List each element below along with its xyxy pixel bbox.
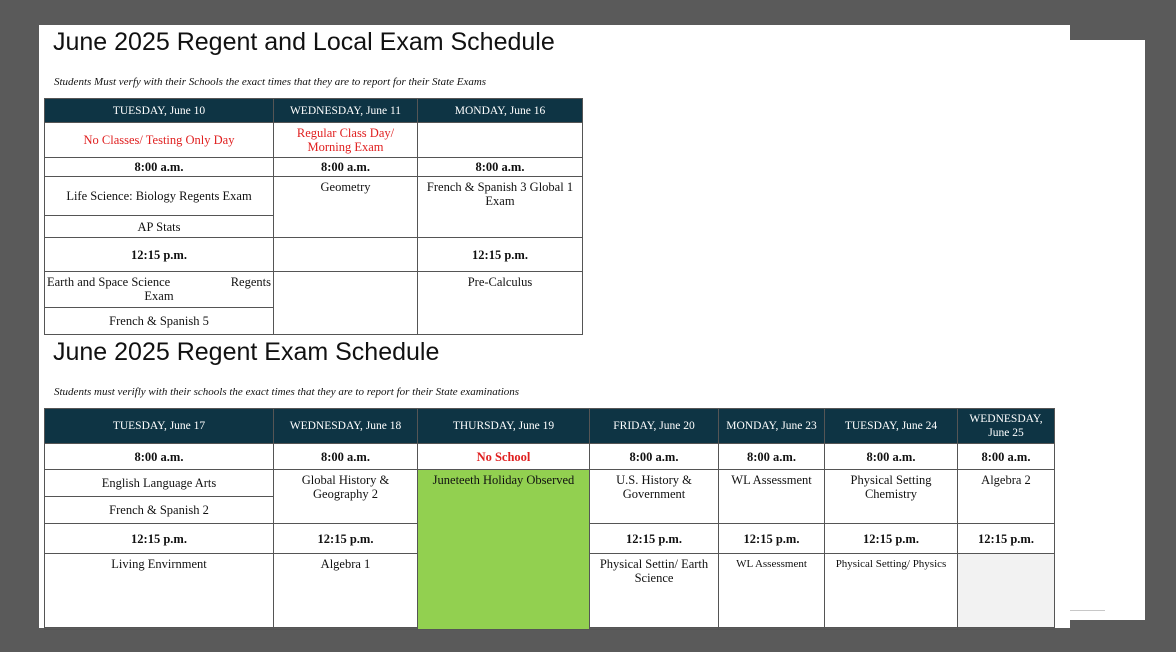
exam-cell: Geometry xyxy=(274,177,418,238)
morning-time: 8:00 a.m. xyxy=(418,158,583,177)
morning-time: 8:00 a.m. xyxy=(45,444,274,470)
exam-cell xyxy=(45,272,274,308)
no-school-label: No School xyxy=(418,444,590,470)
background-rule xyxy=(1070,610,1105,611)
empty-cell xyxy=(958,554,1055,628)
exam-cell: Physical Settin/ Earth Science xyxy=(590,554,719,628)
afternoon-time: 12:15 p.m. xyxy=(958,524,1055,554)
exam-text: Regents xyxy=(230,275,271,289)
morning-time: 8:00 a.m. xyxy=(274,444,418,470)
afternoon-time: 12:15 p.m. xyxy=(418,238,583,272)
exam-cell: WL Assessment xyxy=(719,554,825,628)
exam-cell: Pre-Calculus xyxy=(418,272,583,335)
spacer-cell xyxy=(590,628,719,630)
header-wednesday-june-25: WEDNESDAY, June 25 xyxy=(958,409,1055,444)
local-exam-table xyxy=(44,98,583,335)
morning-time: 8:00 a.m. xyxy=(825,444,958,470)
exam-cell: French & Spanish 3 Global 1 Exam xyxy=(418,177,583,238)
afternoon-time: 12:15 p.m. xyxy=(825,524,958,554)
background-page xyxy=(1068,40,1145,620)
exam-cell: U.S. History & Government xyxy=(590,470,719,524)
header-tuesday-june-17: TUESDAY, June 17 xyxy=(45,409,274,444)
afternoon-time: 12:15 p.m. xyxy=(590,524,719,554)
exam-cell: Living Envirnment xyxy=(45,554,274,628)
spacer-cell xyxy=(719,628,825,630)
exam-cell: Global History & Geography 2 xyxy=(274,470,418,524)
day-type-wednesday: Regular Class Day/ Morning Exam xyxy=(274,123,418,158)
exam-cell: Physical Setting Chemistry xyxy=(825,470,958,524)
exam-cell: French & Spanish 5 xyxy=(45,308,274,335)
morning-time: 8:00 a.m. xyxy=(719,444,825,470)
morning-time: 8:00 a.m. xyxy=(958,444,1055,470)
header-tuesday-june-24: TUESDAY, June 24 xyxy=(825,409,958,444)
exam-cell: WL Assessment xyxy=(719,470,825,524)
day-type-tuesday: No Classes/ Testing Only Day xyxy=(45,123,274,158)
header-wednesday-june-11: WEDNESDAY, June 11 xyxy=(274,99,418,123)
morning-time: 8:00 a.m. xyxy=(274,158,418,177)
exam-cell: English Language Arts xyxy=(45,470,274,497)
exam-cell: AP Stats xyxy=(45,216,274,238)
spacer-cell xyxy=(958,628,1055,630)
exam-text: Exam xyxy=(144,289,174,303)
header-thursday-june-19: THURSDAY, June 19 xyxy=(418,409,590,444)
section1-title: June 2025 Regent and Local Exam Schedule xyxy=(53,28,555,56)
morning-time: 8:00 a.m. xyxy=(45,158,274,177)
header-monday-june-23: MONDAY, June 23 xyxy=(719,409,825,444)
spacer-cell xyxy=(274,628,418,630)
document-page xyxy=(39,25,1070,628)
header-friday-june-20: FRIDAY, June 20 xyxy=(590,409,719,444)
exam-cell: Life Science: Biology Regents Exam xyxy=(45,177,274,216)
afternoon-time: 12:15 p.m. xyxy=(45,524,274,554)
exam-text: Earth and Space Science xyxy=(47,275,171,289)
holiday-cell: Juneteeth Holiday Observed xyxy=(418,470,590,630)
empty-cell xyxy=(274,238,418,272)
exam-cell: Physical Setting/ Physics xyxy=(825,554,958,628)
exam-cell: Algebra 1 xyxy=(274,554,418,628)
regent-exam-table xyxy=(44,408,1055,630)
exam-cell: Algebra 2 xyxy=(958,470,1055,524)
section2-title: June 2025 Regent Exam Schedule xyxy=(53,338,440,366)
morning-time: 8:00 a.m. xyxy=(590,444,719,470)
spacer-cell xyxy=(45,628,274,630)
section1-note: Students Must verfy with their Schools the exact times that they are to report for their State Exams xyxy=(54,76,487,88)
afternoon-time: 12:15 p.m. xyxy=(45,238,274,272)
section2-note: Students must verifly with their schools the exact times that they are to report for their State examinations xyxy=(54,386,520,398)
spacer-cell xyxy=(825,628,958,630)
empty-cell xyxy=(274,272,418,335)
exam-cell: French & Spanish 2 xyxy=(45,497,274,524)
header-wednesday-june-18: WEDNESDAY, June 18 xyxy=(274,409,418,444)
afternoon-time: 12:15 p.m. xyxy=(719,524,825,554)
afternoon-time: 12:15 p.m. xyxy=(274,524,418,554)
header-monday-june-16: MONDAY, June 16 xyxy=(418,99,583,123)
day-type-monday xyxy=(418,123,583,158)
header-tuesday-june-10: TUESDAY, June 10 xyxy=(45,99,274,123)
